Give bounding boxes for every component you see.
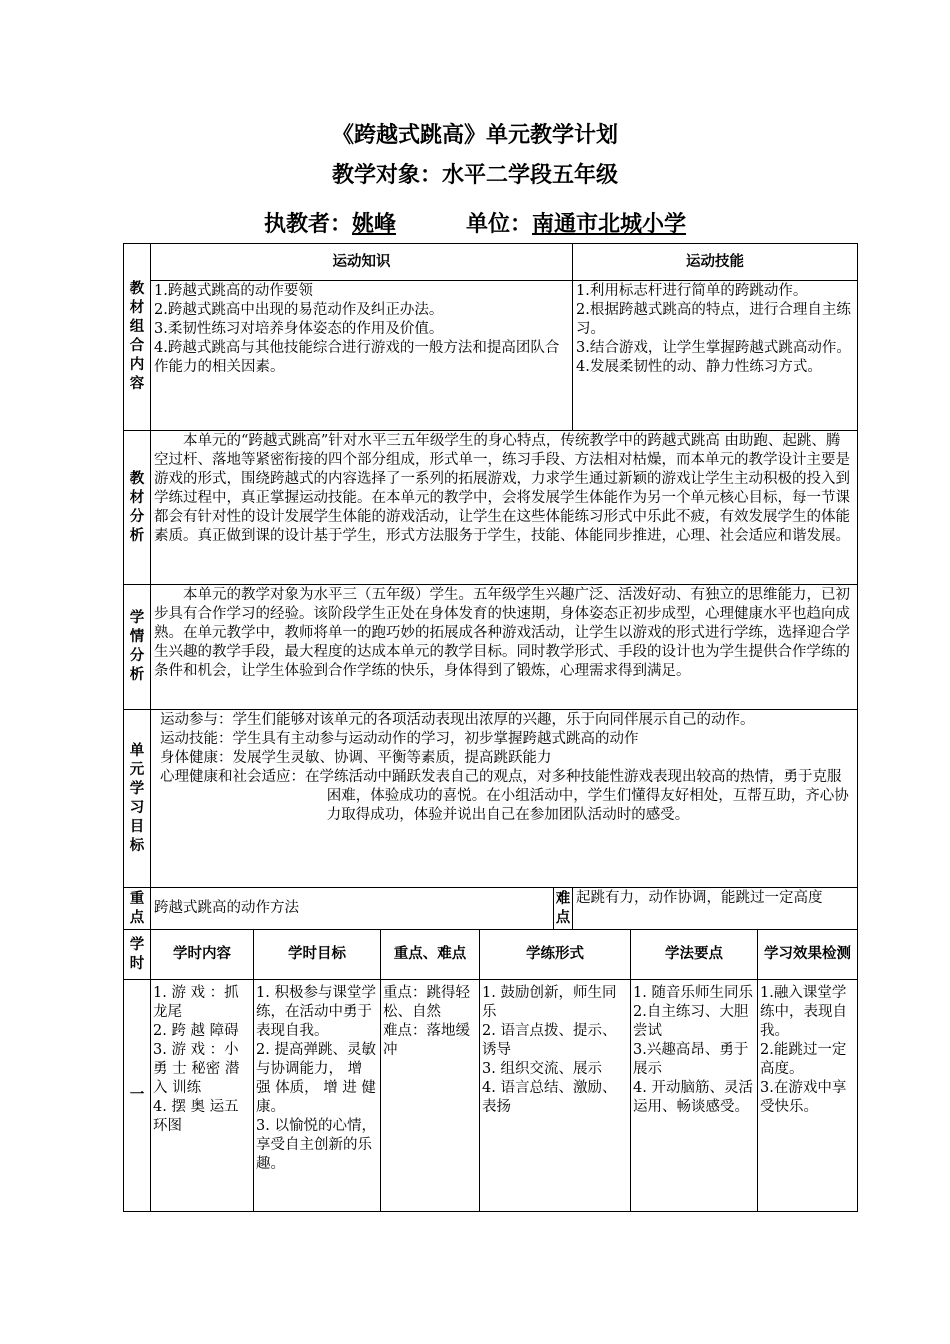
lesson-goal-cell: 1. 积极参与课堂学练，在活动中勇于表现自我。 2. 提高弹跳、灵敏与协调能力， 增 强 体质， 增 进 健康。 3. 以愉悦的心情，享受自主创新的乐趣。 [254, 980, 381, 1212]
list-item: 2.根据跨越式跳高的特点，进行合理自主练习。 [576, 302, 851, 337]
teaching-target: 教学对象：水平二学段五年级 [331, 163, 618, 188]
unit-label: 单位： [466, 212, 533, 237]
list-item: 4.跨越式跳高与其他技能综合进行游戏的一般方法和提高团队合作能力的相关因素。 [154, 340, 560, 375]
goal-mental: 心理健康和社会适应：在学练活动中踊跃发表自己的观点，对多种技能性游戏表现出较高的热情，勇于克服困难，体验成功的喜悦。在小组活动中，学生们懂得友好相处，互帮互助，齐心协力取得成功，体验并说出自己在参加团队活动时的感受。 [160, 769, 849, 823]
plan-table [123, 243, 858, 1212]
lesson-form-cell: 1. 鼓励创新，师生同乐 2. 语言点拨、提示、诱导 3. 组织交流、展示 4. 语言总结、激励、表扬 [480, 980, 631, 1212]
key-point-label: 重 点 [124, 888, 151, 930]
teacher-unit-line [0, 207, 950, 238]
lesson-keypoint-cell: 重点：跳得轻松、自然 难点：落地缓冲 [381, 980, 480, 1212]
table-row [124, 980, 858, 1212]
list-item: 3.柔韧性练习对培养身体姿态的作用及价值。 [154, 321, 444, 337]
lesson-number: 一 [124, 980, 151, 1212]
key-point-text: 跨越式跳高的动作方法 [151, 888, 554, 930]
skills-header: 运动技能 [573, 244, 858, 281]
list-item: 1.跨越式跳高的动作要领 [154, 283, 313, 299]
goal-participation: 运动参与：学生们能够对该单元的各项活动表现出浓厚的兴趣，乐于向同伴展示自己的动作。 [160, 712, 755, 728]
difficulty-text: 起跳有力，动作协调，能跳过一定高度 [573, 888, 858, 930]
lesson-method-cell: 1. 随音乐师生同乐 2.自主练习、大胆尝试 3.兴趣高昂、勇于展示 4. 开动脑筋、灵活运用、畅谈感受。 [631, 980, 758, 1212]
page-title: 《跨越式跳高》单元教学计划 [331, 123, 618, 148]
col-content-header: 学时内容 [151, 930, 254, 980]
teacher-name: 姚峰 [351, 212, 396, 237]
goal-health: 身体健康：发展学生灵敏、协调、平衡等素质，提高跳跃能力 [160, 750, 552, 766]
unit-name: 南通市北城小学 [532, 212, 687, 237]
learning-goals-text [151, 710, 858, 888]
material-analysis-label: 教 材 分 析 [124, 431, 151, 585]
list-item: 3.结合游戏，让学生掌握跨越式跳高动作。 [576, 340, 851, 356]
teacher-label: 执教者： [263, 212, 352, 237]
col-check-header: 学习效果检测 [758, 930, 858, 980]
material-analysis-text: 本单元的“跨越式跳高”针对水平三五年级学生的身心特点，传统教学中的跨越式跳高 由助跑、起跳、腾空过杆、落地等紧密衔接的四个部分组成，形式单一，练习手段、方法相对枯燥，而本单元的教学设计主要是游戏的形式，围绕跨越式的内容选择了一系列的拓展游戏，力求学生通过新颖的游戏让学生主动积极的投入到学练过程中，真正掌握运动技能。在本单元的教学中，会将发展学生体能作为另一个单元核心目标，每一节课都会有针对性的设计发展学生体能的游戏活动，让学生在这些体能练习形式中乐此不疲，有效发展学生的体能素质。真正做到课的设计基于学生，形式方法服务于学生，技能、体能同步推进，心理、社会适应和谐发展。 [151, 431, 858, 585]
student-analysis-text: 本单元的教学对象为水平三（五年级）学生。五年级学生兴趣广泛、活泼好动、有独立的思维能力，已初步具有合作学习的经验。该阶段学生正处在身体发育的快速期，身体姿态正初步成型，心理健康水平也趋向成熟。在单元教学中，教师将单一的跑巧妙的拓展成各种游戏活动，让学生以游戏的形式进行学练，选择迎合学生兴趣的教学手段，最大程度的达成本单元的教学目标。同时教学形式、手段的设计也为学生提供合作学练的条件和机会，让学生体验到合作学练的快乐，身体得到了锻炼，心理需求得到满足。 [151, 585, 858, 710]
learning-goals-label: 单 元 学 习 目 标 [124, 710, 151, 888]
knowledge-header: 运动知识 [151, 244, 573, 281]
list-item: 1.利用标志杆进行简单的跨跳动作。 [576, 283, 808, 299]
lesson-hour-header: 学 时 [124, 930, 151, 980]
difficulty-label: 难 点 [554, 888, 573, 930]
col-form-header: 学练形式 [480, 930, 631, 980]
goal-skills: 运动技能：学生具有主动参与运动动作的学习，初步掌握跨越式跳高的动作 [160, 731, 639, 747]
lesson-content-cell: 1. 游 戏 ：抓龙尾 2. 跨 越 障碍 3. 游 戏 ：小 勇 士 秘密 潜 入 训练 4. 摆 奥 运五环图 [151, 980, 254, 1212]
lesson-check-cell: 1.融入课堂学练中，表现自我。 2.能跳过一定高度。 3.在游戏中享受快乐。 [758, 980, 858, 1212]
col-method-header: 学法要点 [631, 930, 758, 980]
list-item: 4.发展柔韧性的动、静力性练习方式。 [576, 359, 822, 375]
list-item: 2.跨越式跳高中出现的易范动作及纠正办法。 [154, 302, 444, 318]
knowledge-list [151, 281, 573, 431]
skills-list [573, 281, 858, 431]
student-analysis-label: 学 情 分 析 [124, 585, 151, 710]
col-goal-header: 学时目标 [254, 930, 381, 980]
content-section-label: 教 材 组 合 内 容 [124, 244, 151, 431]
col-keypoint-header: 重点、难点 [381, 930, 480, 980]
